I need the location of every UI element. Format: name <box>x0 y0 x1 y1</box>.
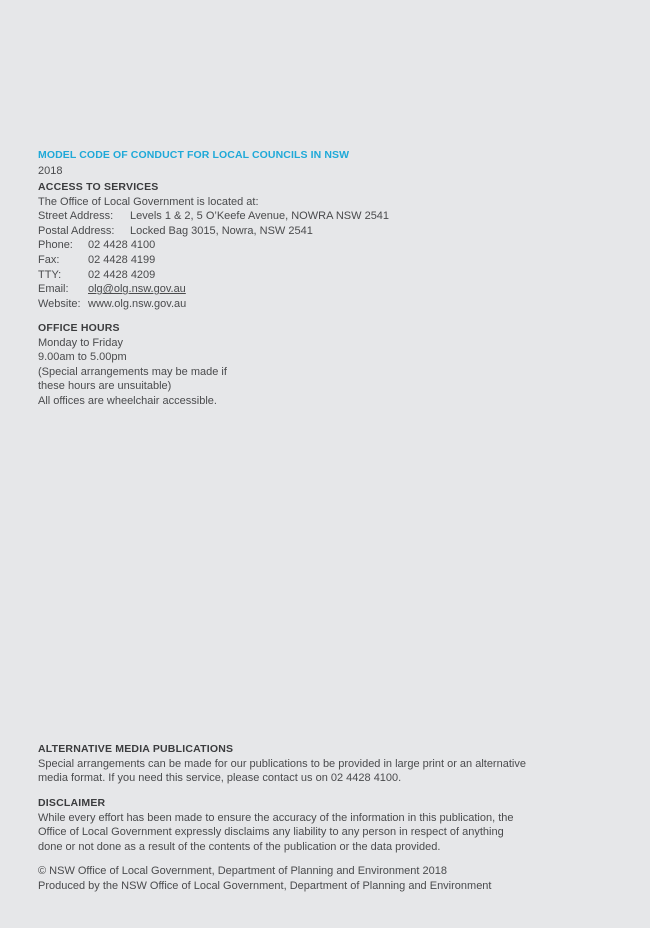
office-hours-section <box>38 321 227 409</box>
media-text-2: media format. If you need this service, please contact us on 02 4428 4100. <box>38 772 402 785</box>
access-intro: The Office of Local Government is located at: <box>38 195 259 208</box>
footer-section <box>38 864 491 893</box>
fax-row <box>38 253 389 268</box>
disclaimer-text-1: While every effort has been made to ensure the accuracy of the information in this publication, the <box>38 811 514 824</box>
document-year: 2018 <box>38 164 63 177</box>
phone-row <box>38 238 389 253</box>
tty-value: 02 4428 4209 <box>88 268 156 281</box>
office-hours-days: Monday to Friday <box>38 336 123 349</box>
produced-by-text: Produced by the NSW Office of Local Government, Department of Planning and Environment <box>38 879 492 892</box>
email-row <box>38 282 389 297</box>
office-hours-times: 9.00am to 5.00pm <box>38 351 127 364</box>
postal-address-row <box>38 224 389 239</box>
email-label: Email: <box>38 283 69 296</box>
email-link[interactable]: olg@olg.nsw.gov.au <box>88 283 186 296</box>
postal-address-label: Postal Address: <box>38 224 115 237</box>
street-address-label: Street Address: <box>38 210 114 223</box>
street-address-row <box>38 209 389 224</box>
media-heading: ALTERNATIVE MEDIA PUBLICATIONS <box>38 743 234 755</box>
office-hours-note-2: these hours are unsuitable) <box>38 380 172 393</box>
disclaimer-heading: DISCLAIMER <box>38 797 106 809</box>
document-title: MODEL CODE OF CONDUCT FOR LOCAL COUNCILS IN NSW <box>38 149 350 161</box>
phone-value: 02 4428 4100 <box>88 239 156 252</box>
website-link[interactable]: www.olg.nsw.gov.au <box>88 297 187 310</box>
media-text-1: Special arrangements can be made for our publications to be provided in large print or an alternative <box>38 757 526 770</box>
tty-row <box>38 268 389 283</box>
postal-address-value: Locked Bag 3015, Nowra, NSW 2541 <box>130 224 313 237</box>
wheelchair-access-text: All offices are wheelchair accessible. <box>38 394 217 407</box>
title-block <box>38 148 349 178</box>
website-label: Website: <box>38 297 81 310</box>
fax-label: Fax: <box>38 253 60 266</box>
website-row <box>38 297 389 312</box>
disclaimer-text-2: Office of Local Government expressly disclaims any liability to any person in respect of anything <box>38 826 504 839</box>
fax-value: 02 4428 4199 <box>88 253 156 266</box>
copyright-text: © NSW Office of Local Government, Department of Planning and Environment 2018 <box>38 865 448 877</box>
phone-label: Phone: <box>38 239 73 252</box>
disclaimer-section <box>38 796 514 854</box>
tty-label: TTY: <box>38 268 62 281</box>
street-address-value: Levels 1 & 2, 5 O’Keefe Avenue, NOWRA NSW 2541 <box>130 210 390 223</box>
disclaimer-text-3: done or not done as a result of the contents of the publication or the data provided. <box>38 840 441 853</box>
office-hours-note-1: (Special arrangements may be made if <box>38 365 227 378</box>
access-section <box>38 180 389 311</box>
office-hours-heading: OFFICE HOURS <box>38 322 120 334</box>
media-section <box>38 742 526 786</box>
access-heading: ACCESS TO SERVICES <box>38 181 159 193</box>
